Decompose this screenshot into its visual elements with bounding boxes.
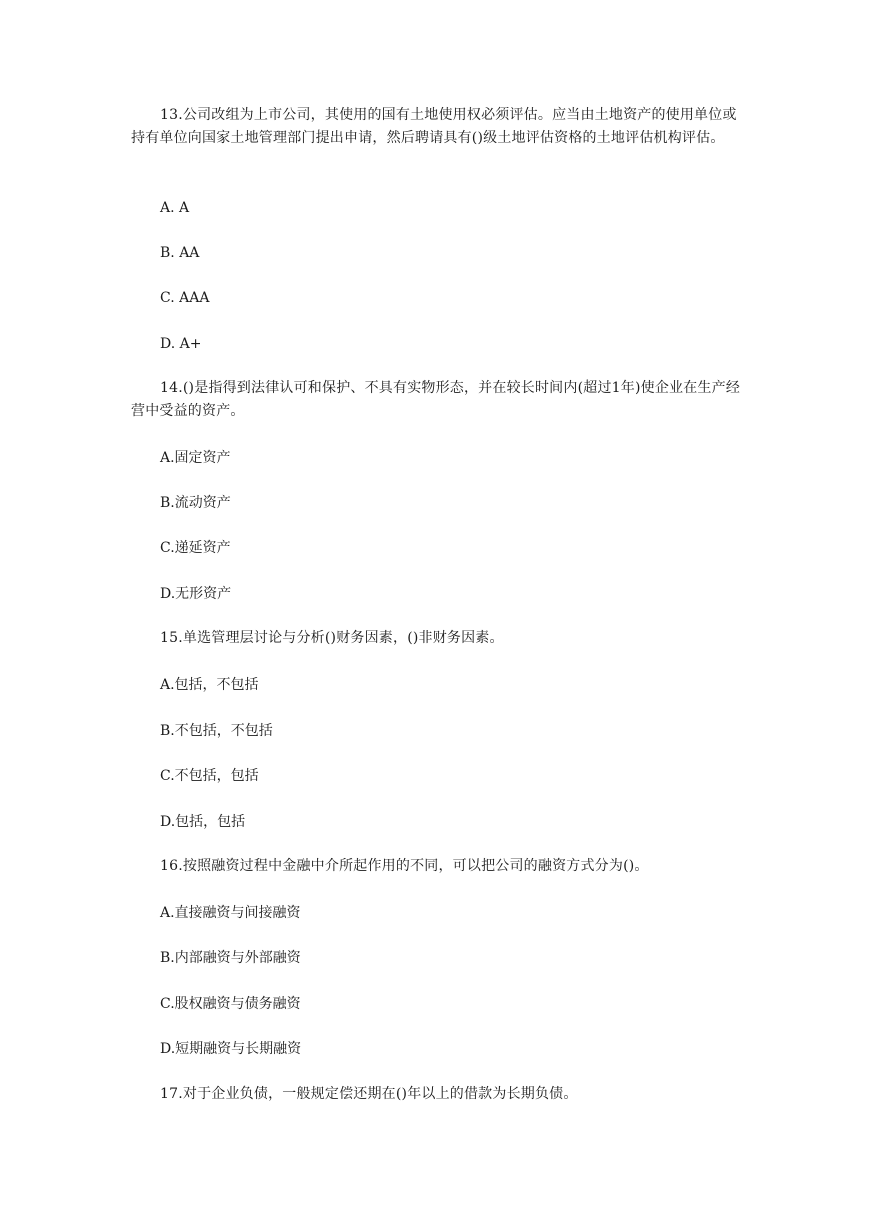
question-13-option-c: C. AAA <box>160 290 210 306</box>
question-16-option-d: D.短期融资与长期融资 <box>160 1041 302 1057</box>
question-15-option-d: D.包括，包括 <box>160 814 246 830</box>
question-14-option-b: B.流动资产 <box>160 495 231 511</box>
question-16-option-a: A.直接融资与间接融资 <box>160 905 301 921</box>
question-15-option-c: C.不包括，包括 <box>160 768 259 784</box>
question-15-option-a: A.包括，不包括 <box>160 677 259 693</box>
question-15-option-b: B.不包括，不包括 <box>160 723 273 739</box>
question-16-option-c: C.股权融资与债务融资 <box>160 996 301 1012</box>
question-14-text: 14.()是指得到法律认可和保护、不具有实物形态，并在较长时间内(超过1年)使企业在生产经营中受益的资产。 <box>131 380 741 419</box>
question-16-option-b: B.内部融资与外部融资 <box>160 950 301 966</box>
question-14-option-a: A.固定资产 <box>160 450 231 466</box>
question-13-option-a: A. A <box>160 200 190 216</box>
question-13-text: 13.公司改组为上市公司，其使用的国有土地使用权必须评估。应当由土地资产的使用单位或持有单位向国家土地管理部门提出申请，然后聘请具有()级土地评估资格的土地评估机构评估。 <box>131 107 737 146</box>
question-17-text: 17.对于企业负债，一般规定偿还期在()年以上的借款为长期负债。 <box>160 1086 578 1102</box>
question-14-option-c: C.递延资产 <box>160 540 231 556</box>
question-13-option-d: D. A+ <box>160 336 202 352</box>
question-15-text: 15.单选管理层讨论与分析()财务因素，()非财务因素。 <box>160 630 504 646</box>
question-14-option-d: D.无形资产 <box>160 586 232 602</box>
question-13-option-b: B. AA <box>160 245 200 261</box>
question-16-text: 16.按照融资过程中金融中介所起作用的不同，可以把公司的融资方式分为()。 <box>160 858 649 874</box>
